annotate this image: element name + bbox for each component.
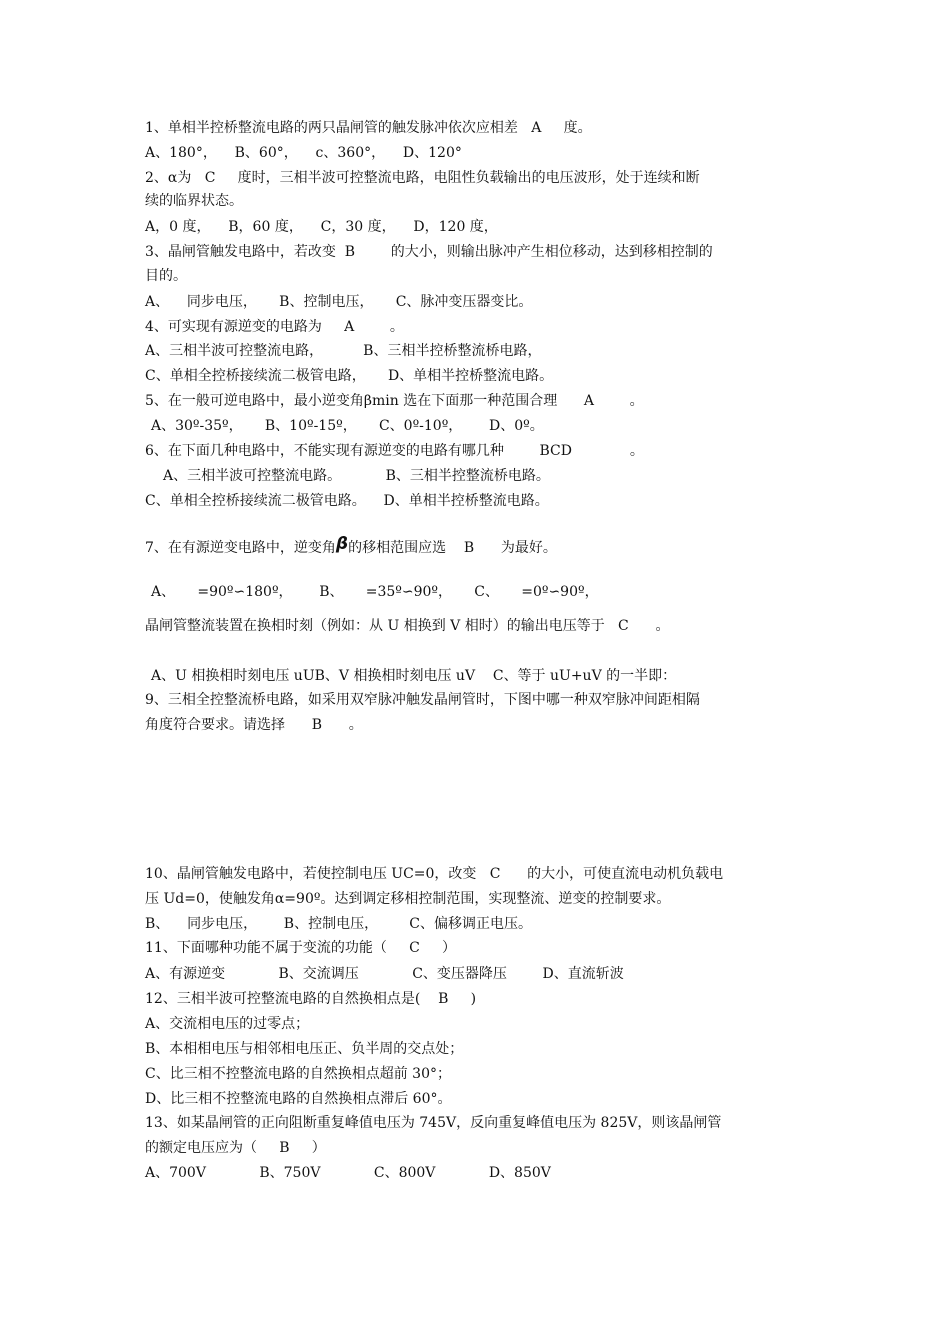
q5-options: A、30º-35º， B、10º-15º， C、0º-10º， D、0º。	[151, 418, 544, 434]
q5-stem: 5、在一般可逆电路中，最小逆变角βmin 选在下面那一种范围合理 A 。	[145, 393, 644, 409]
q7-stem	[145, 534, 557, 554]
q7-stem-part2: 的移相范围应选 B 为最好。	[348, 540, 557, 556]
q3-stem-line2: 目的。	[145, 268, 187, 284]
q12-option-a: A、交流相电压的过零点；	[145, 1016, 310, 1032]
q2-stem-line2: 续的临界状态。	[145, 193, 243, 209]
q10-stem-line1: 10、晶闸管触发电路中，若使控制电压 UC=0，改变 C 的大小，可使直流电动机负载电	[145, 866, 724, 882]
q11-stem: 11、下面哪种功能不属于变流的功能（ C ）	[145, 940, 457, 956]
q6-options-ab: A、三相半波可控整流电路。 B、三相半控整流桥电路。	[163, 468, 550, 484]
q12-option-d: D、比三相不控整流电路的自然换相点滞后 60°。	[145, 1091, 452, 1107]
q9-stem-line1: 9、三相全控整流桥电路，如采用双窄脉冲触发晶闸管时，下图中哪一种双窄脉冲间距相隔	[145, 692, 700, 708]
q1-options: A、180°， B、60°， c、360°， D、120°	[145, 145, 462, 161]
q12-stem: 12、三相半波可控整流电路的自然换相点是( B )	[145, 991, 477, 1007]
q4-stem: 4、可实现有源逆变的电路为 A 。	[145, 319, 404, 335]
q2-options: A，0 度， B，60 度， C，30 度， D，120 度，	[145, 219, 498, 235]
q10-options: B、 同步电压， B、控制电压， C、偏移调正电压。	[145, 916, 532, 932]
q12-option-c: C、比三相不控整流电路的自然换相点超前 30°；	[145, 1066, 451, 1082]
q7-stem-part1: 7、在有源逆变电路中，逆变角	[145, 540, 336, 556]
q13-options: A、700V B、750V C、800V D、850V	[145, 1165, 551, 1181]
q7-options: A、 =90º∽180º， B、 =35º∽90º， C、 =0º∽90º，	[151, 584, 599, 600]
q9-stem-line2: 角度符合要求。请选择 B 。	[145, 717, 363, 733]
q4-options-cd: C、单相全控桥接续流二极管电路， D、单相半控桥整流电路。	[145, 368, 554, 384]
q3-options: A、 同步电压， B、控制电压， C、脉冲变压器变比。	[145, 294, 533, 310]
q4-options-ab: A、三相半波可控整流电路， B、三相半控桥整流桥电路，	[145, 343, 542, 359]
q8-options: A、U 相换相时刻电压 uUB、V 相换相时刻电压 uV C、等于 uU+uV 的一半即：	[151, 668, 677, 684]
q3-stem-line1: 3、晶闸管触发电路中，若改变 B 的大小，则输出脉冲产生相位移动，达到移相控制的	[145, 244, 713, 260]
q2-stem-line1: 2、α为 C 度时，三相半波可控整流电路，电阻性负载输出的电压波形，处于连续和断	[145, 170, 700, 186]
q12-option-b: B、本相相电压与相邻相电压正、负半周的交点处；	[145, 1041, 464, 1057]
q13-stem-line2: 的额定电压应为（ B ）	[145, 1140, 326, 1156]
q8-stem: 晶闸管整流装置在换相时刻（例如：从 U 相换到 V 相时）的输出电压等于 C 。	[145, 618, 670, 634]
q10-stem-line2: 压 Ud=0，使触发角α=90º。达到调定移相控制范围，实现整流、逆变的控制要求。	[145, 891, 671, 907]
q11-options: A、有源逆变 B、交流调压 C、变压器降压 D、直流斩波	[145, 966, 624, 982]
q6-options-cd: C、单相全控桥接续流二极管电路。 D、单相半控桥整流电路。	[145, 493, 549, 509]
q1-stem: 1、单相半控桥整流电路的两只晶闸管的触发脉冲依次应相差 A 度。	[145, 120, 592, 136]
q6-stem: 6、在下面几种电路中，不能实现有源逆变的电路有哪几种 BCD 。	[145, 443, 644, 459]
q13-stem-line1: 13、如某晶闸管的正向阻断重复峰值电压为 745V，反向重复峰值电压为 825V，则该晶闸管	[145, 1115, 722, 1131]
beta-symbol: β	[335, 534, 349, 554]
